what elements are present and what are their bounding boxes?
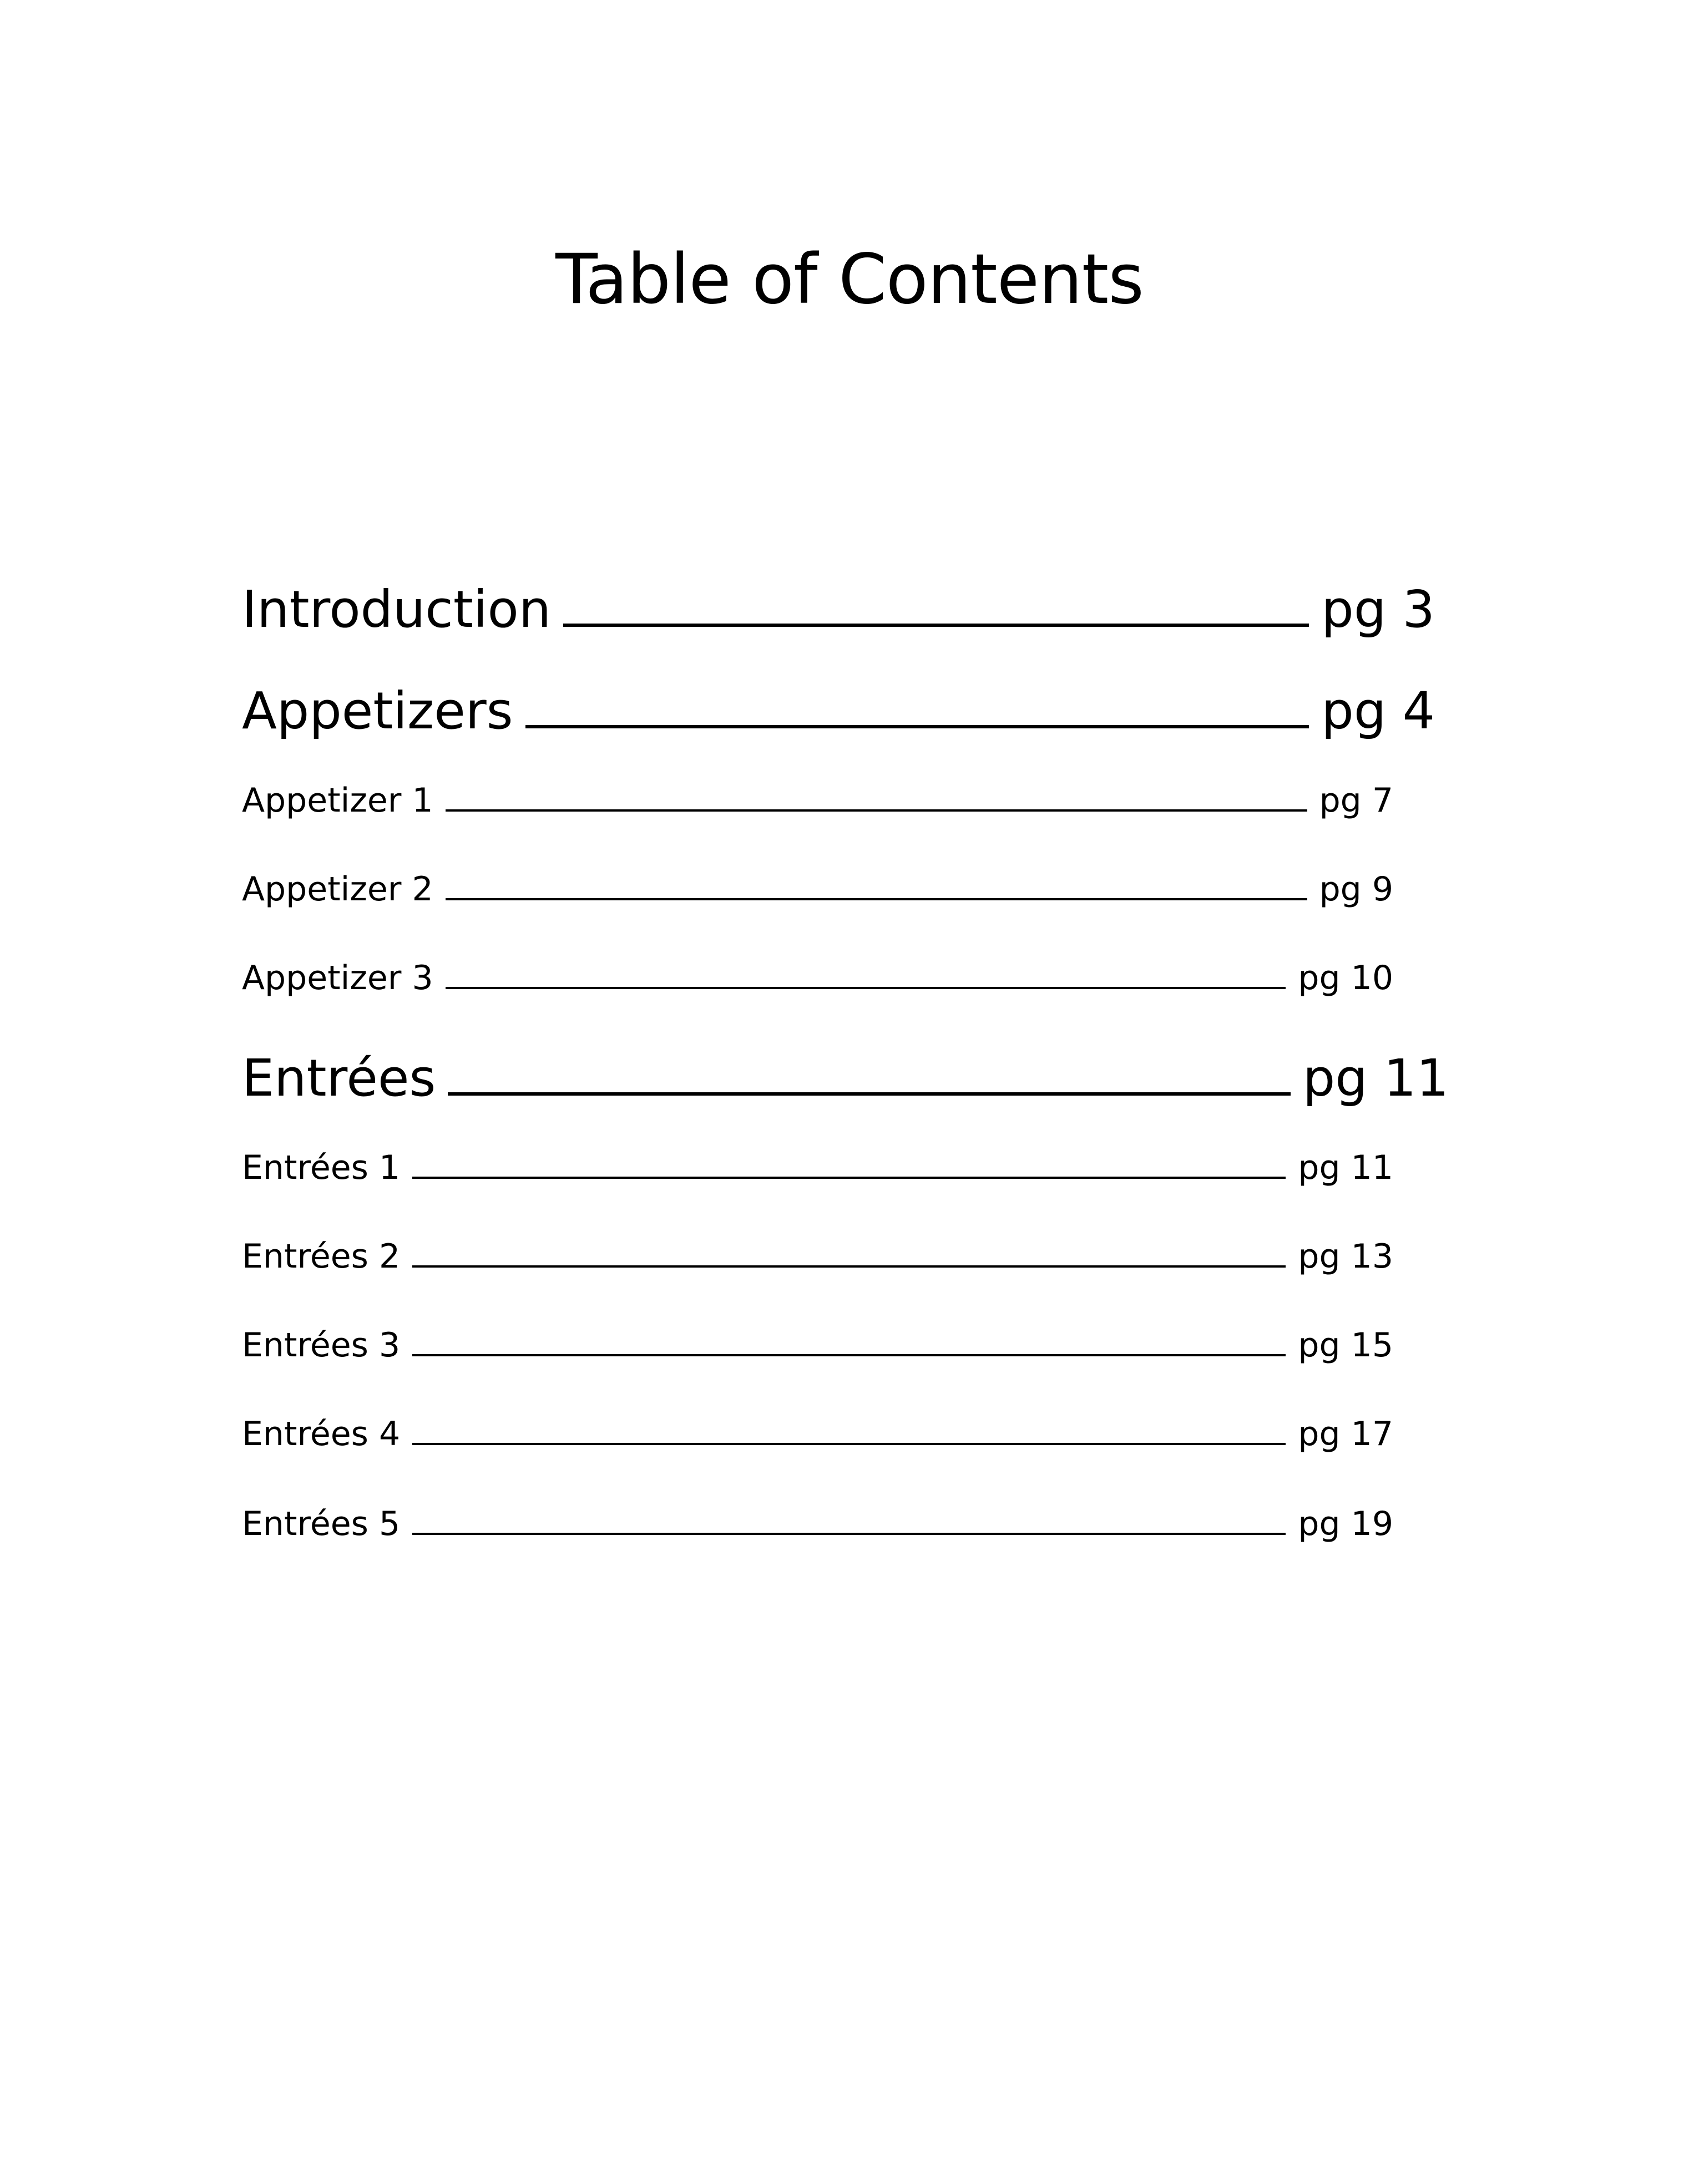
toc-page-number: pg 19 bbox=[1298, 1504, 1393, 1543]
toc-leader-line bbox=[412, 1265, 1286, 1268]
toc-page-number: pg 4 bbox=[1321, 681, 1435, 741]
toc-entry-appetizer-1[interactable] bbox=[242, 781, 1393, 820]
toc-entry-label: Appetizer 2 bbox=[242, 870, 433, 909]
toc-entry-entrees-1[interactable] bbox=[242, 1148, 1393, 1187]
toc-leader-line bbox=[446, 898, 1307, 900]
toc-leader-line bbox=[412, 1354, 1286, 1356]
toc-entry-label: Entrées 1 bbox=[242, 1148, 401, 1187]
toc-entry-label: Entrées bbox=[242, 1048, 436, 1108]
page-title: Table of Contents bbox=[555, 240, 1144, 320]
toc-page-number: pg 10 bbox=[1298, 959, 1393, 997]
toc-leader-line bbox=[412, 1177, 1286, 1179]
toc-leader-line bbox=[446, 809, 1307, 812]
toc-page-number: pg 13 bbox=[1298, 1237, 1393, 1276]
toc-entry-label: Entrées 5 bbox=[242, 1504, 401, 1543]
toc-page-number: pg 3 bbox=[1321, 580, 1435, 639]
toc-page-number: pg 15 bbox=[1298, 1326, 1393, 1365]
toc-entry-label: Introduction bbox=[242, 580, 552, 639]
toc-entry-label: Appetizer 1 bbox=[242, 781, 433, 820]
toc-leader-line bbox=[525, 725, 1309, 728]
toc-page-number: pg 7 bbox=[1319, 781, 1393, 820]
toc-entry-label: Appetizer 3 bbox=[242, 959, 433, 997]
toc-page-number: pg 11 bbox=[1298, 1148, 1393, 1187]
toc-leader-line bbox=[448, 1092, 1290, 1096]
toc-entry-introduction[interactable] bbox=[242, 580, 1435, 639]
toc-entry-label: Appetizers bbox=[242, 681, 513, 741]
toc-entry-label: Entrées 2 bbox=[242, 1237, 401, 1276]
toc-leader-line bbox=[412, 1443, 1286, 1445]
toc-leader-line bbox=[412, 1533, 1286, 1535]
toc-page-number: pg 11 bbox=[1302, 1048, 1449, 1108]
toc-entry-appetizers[interactable] bbox=[242, 681, 1435, 741]
toc-page-number: pg 17 bbox=[1298, 1415, 1393, 1453]
toc-entry-label: Entrées 4 bbox=[242, 1415, 401, 1453]
toc-entry-entrees-2[interactable] bbox=[242, 1237, 1393, 1276]
toc-leader-line bbox=[446, 987, 1286, 989]
toc-entry-entrees-4[interactable] bbox=[242, 1415, 1393, 1453]
toc-entry-appetizer-3[interactable] bbox=[242, 959, 1393, 997]
toc-entry-appetizer-2[interactable] bbox=[242, 870, 1393, 909]
toc-page-number: pg 9 bbox=[1319, 870, 1393, 909]
toc-entry-entrees-5[interactable] bbox=[242, 1504, 1393, 1543]
toc-leader-line bbox=[563, 624, 1309, 627]
toc-entry-label: Entrées 3 bbox=[242, 1326, 401, 1365]
toc-entry-entrees-3[interactable] bbox=[242, 1326, 1393, 1365]
toc-entry-entrees[interactable] bbox=[242, 1048, 1449, 1108]
